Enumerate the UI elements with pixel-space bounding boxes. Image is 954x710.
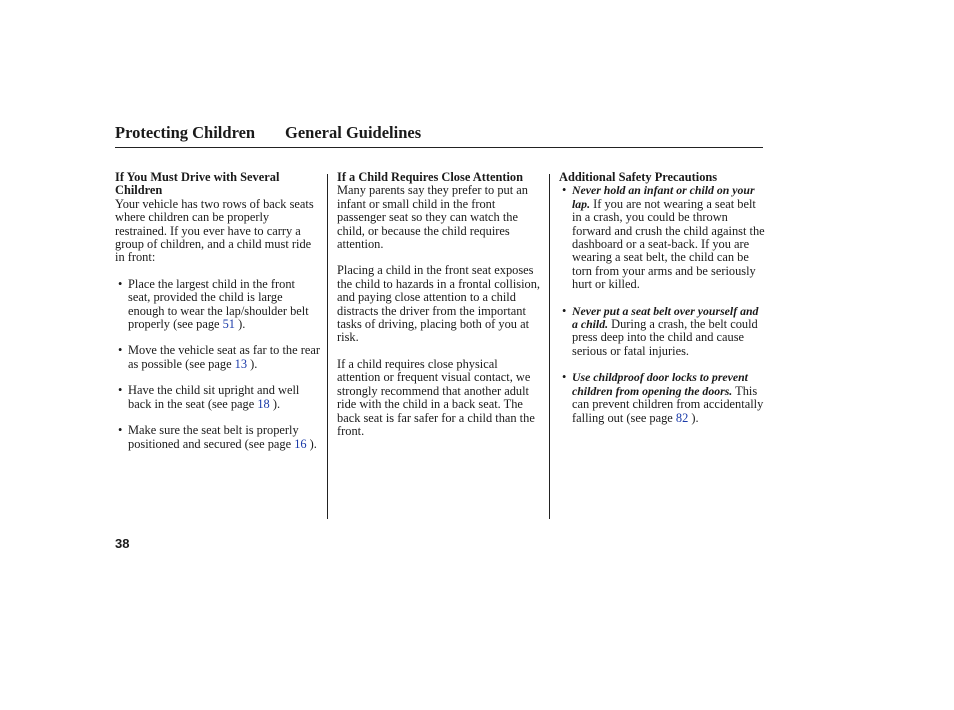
bullet-icon: •	[562, 183, 567, 198]
list-item: • Place the largest child in the front seat, provided the child is large enough to wear the lap/shoulder belt properly (see page 51 ).	[118, 276, 309, 332]
bullet-icon: •	[118, 276, 123, 291]
column-safety-precautions	[559, 171, 765, 425]
column-divider	[549, 174, 550, 519]
subheading: If a Child Requires Close Attention	[337, 170, 523, 184]
page-link[interactable]: 16	[294, 436, 307, 451]
section-title: Protecting Children	[115, 123, 256, 142]
page-title: General Guidelines	[285, 123, 422, 142]
bullet-icon: •	[562, 370, 567, 385]
warning-lead: Never put a seat belt over yourself and a child.	[572, 303, 759, 332]
paragraph: If a child requires close physical attention or frequent visual contact, we strongly recommend that another adult ride with the child in a back seat. The back seat is far safer for a child than the front.	[337, 356, 535, 438]
list-item: • Move the vehicle seat as far to the rear as possible (see page 13 ).	[118, 343, 320, 371]
paragraph: Placing a child in the front seat exposes the child to hazards in a frontal collision, and paying close attention to a child distracts the driver from the important tasks of driving, placing both of you at risk.	[337, 263, 541, 345]
warning-lead: Never hold an infant or child on your lap.	[572, 183, 755, 211]
list-item: • Never put a seat belt over yourself and a child. During a crash, the belt could press deep into the child and cause serious or fatal injuries.	[562, 303, 759, 358]
column-divider	[327, 174, 328, 519]
paragraph: Many parents say they prefer to put an infant or small child in the front passenger seat so they can watch the child, or because the child requires attention.	[337, 183, 528, 252]
page-header	[115, 121, 763, 148]
column-several-children	[115, 171, 320, 451]
column-close-attention	[337, 171, 543, 438]
page-link[interactable]: 51	[222, 317, 235, 332]
intro-paragraph: Your vehicle has two rows of back seats where children can be properly restrained. If you ever have to carry a group of children, and a child must ride in front:	[115, 196, 314, 265]
warning-lead: Use childproof door locks to prevent children from opening the doors.	[572, 370, 748, 398]
subheading: If You Must Drive with Several Children	[115, 170, 280, 198]
page-number: 38	[115, 536, 130, 551]
page-link[interactable]: 18	[257, 396, 270, 411]
page-link[interactable]: 82	[675, 410, 689, 425]
bullet-icon: •	[562, 303, 567, 318]
list-item: • Never hold an infant or child on your lap. If you are not wearing a seat belt in a crash, you could be thrown forward and crush the child against the dashboard or a seat-back. If you are wearing a seat belt, the child can be torn from your arms and be seriously hurt or killed.	[562, 183, 765, 292]
bullet-icon: •	[118, 343, 123, 358]
subheading: Additional Safety Precautions	[559, 170, 718, 184]
list-item: • Have the child sit upright and well back in the seat (see page 18 ).	[118, 383, 300, 411]
list-item: • Use childproof door locks to prevent children from opening the doors. This can prevent children from accidentally falling out (see page 82 ).	[562, 370, 764, 425]
bullet-icon: •	[118, 423, 123, 438]
page-link[interactable]: 13	[234, 356, 248, 371]
list-item: • Make sure the seat belt is properly positioned and secured (see page 16 ).	[118, 423, 317, 451]
bullet-icon: •	[118, 383, 123, 398]
